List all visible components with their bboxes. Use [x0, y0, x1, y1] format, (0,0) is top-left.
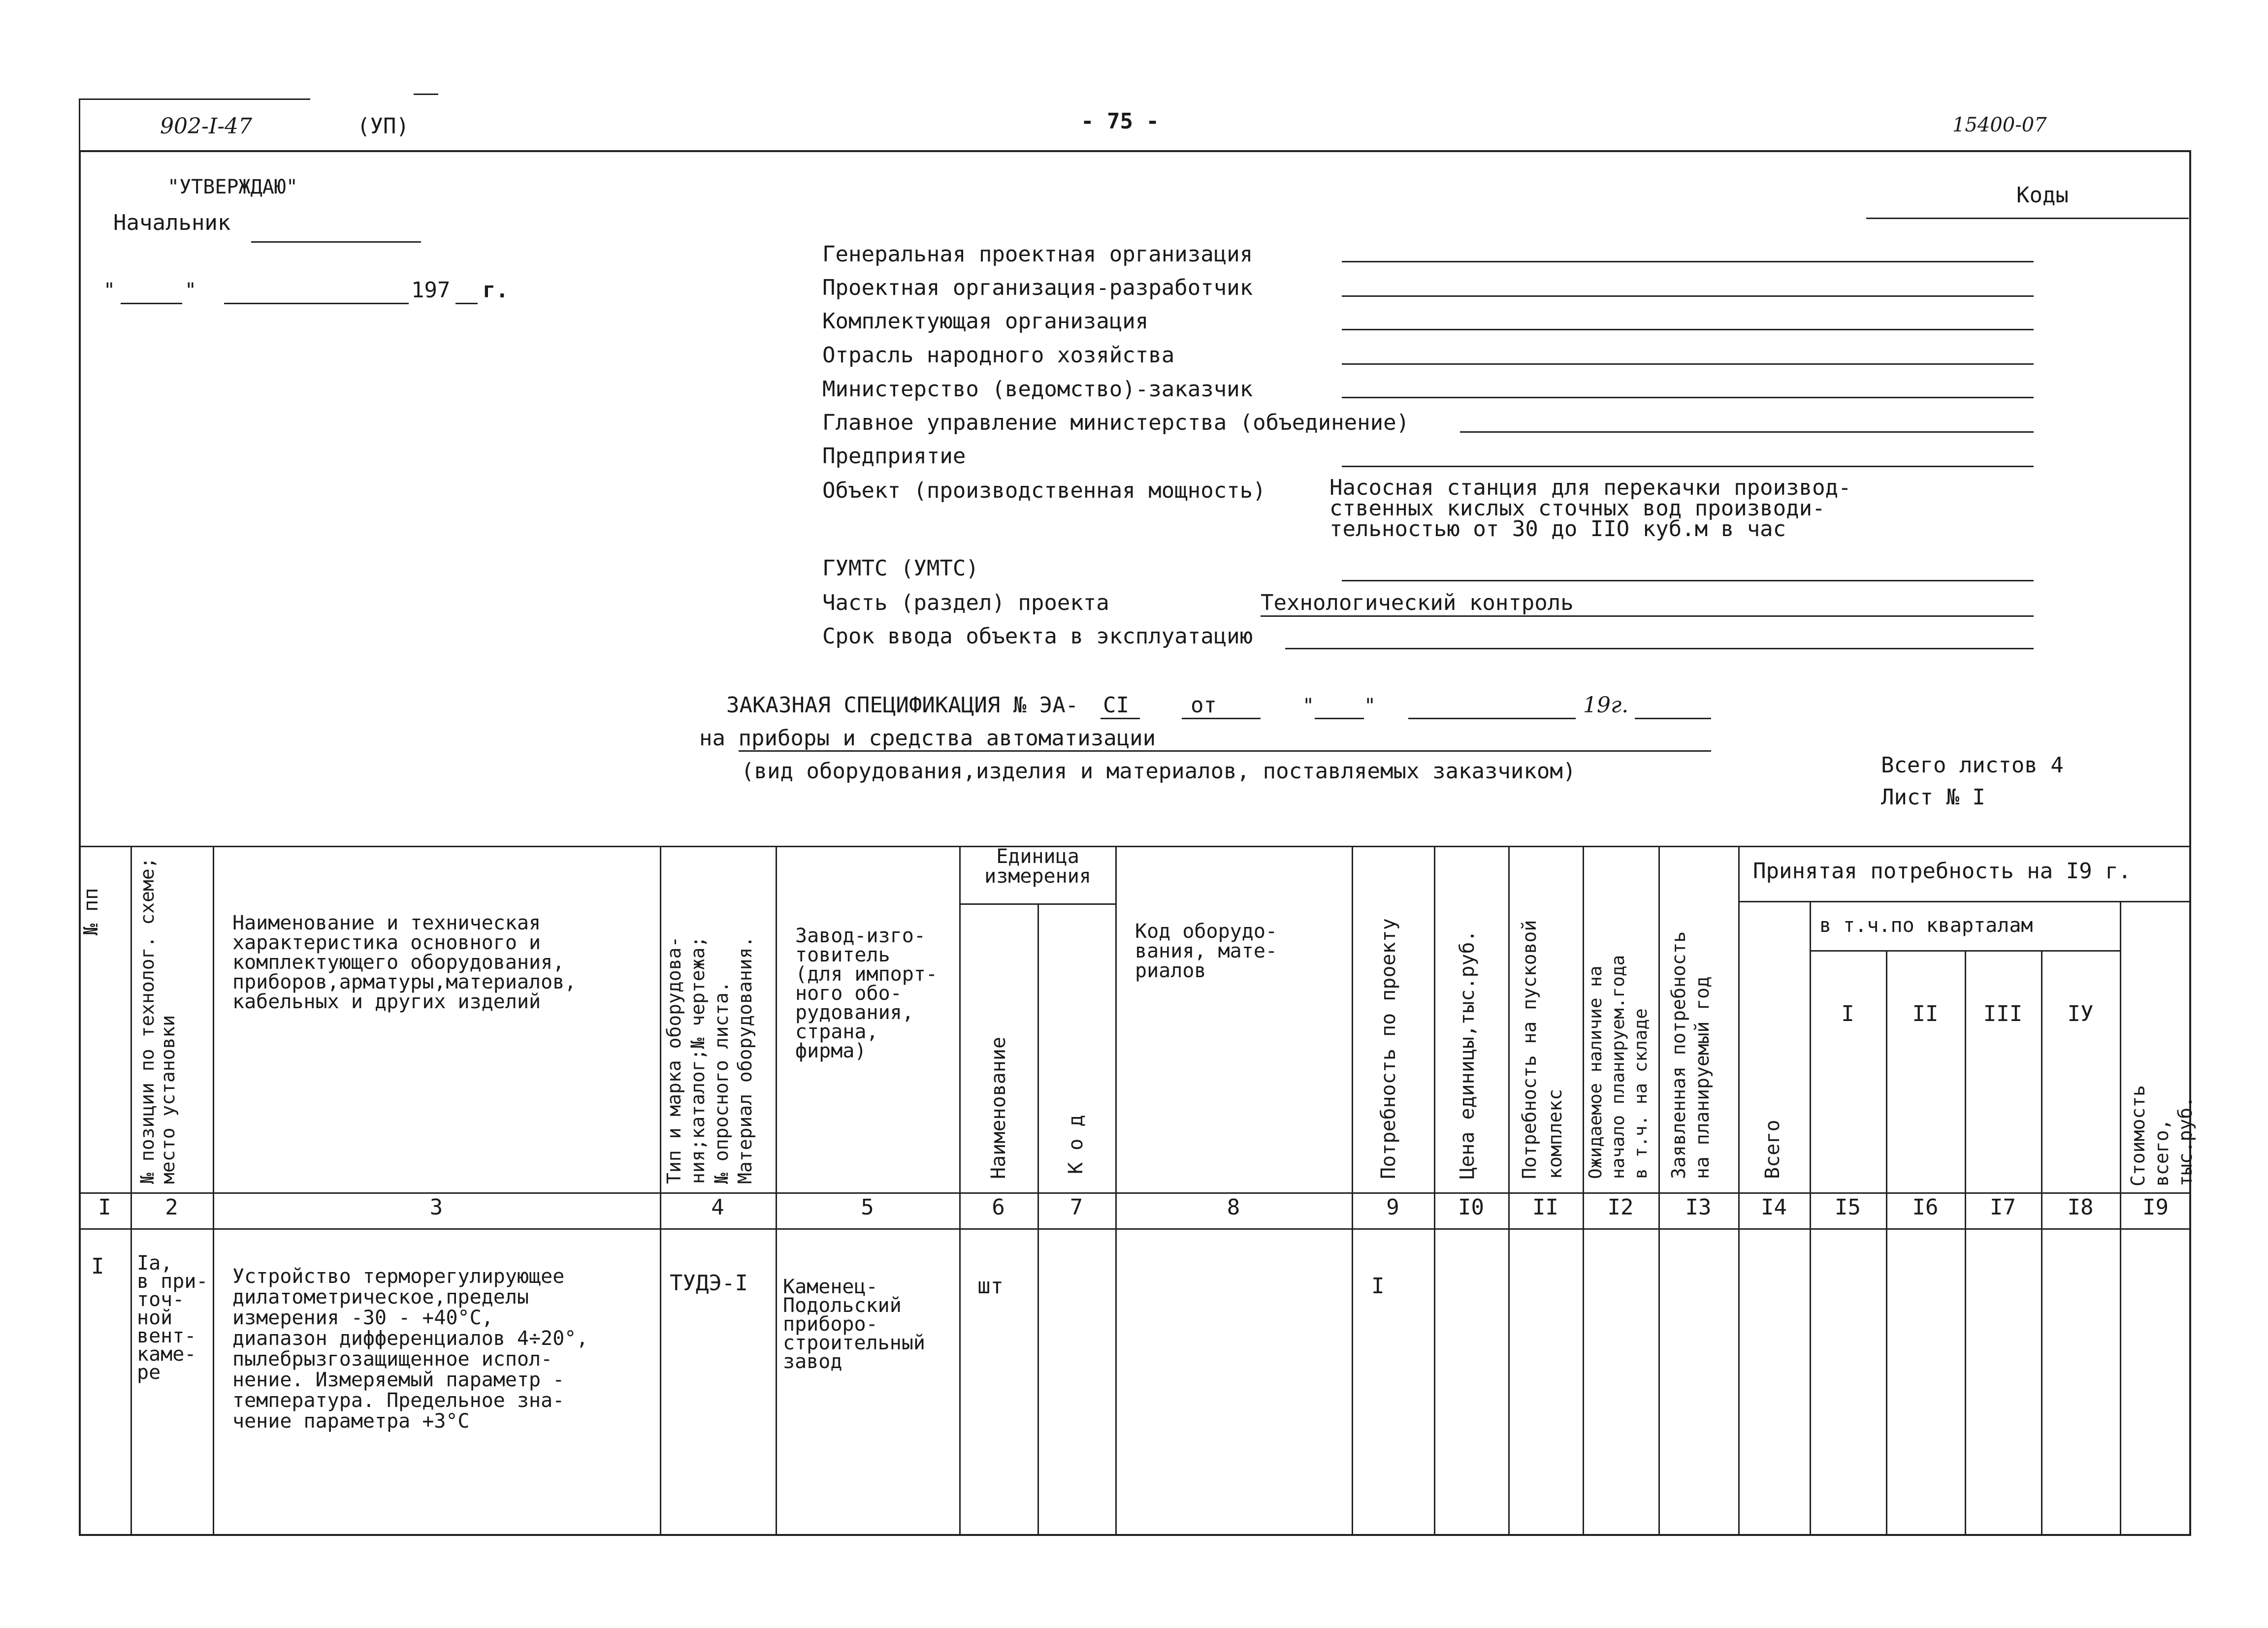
spec-from: от: [1191, 693, 1217, 718]
col-num-12: I2: [1607, 1195, 1634, 1220]
approval-year-suffix: г.: [483, 278, 509, 303]
header-cost: Стоимость всего, тыс.руб.: [2127, 1085, 2196, 1186]
header-declared: Заявленная потребность на планируемый год: [1668, 931, 1713, 1179]
spec-title: ЗАКАЗНАЯ СПЕЦИФИКАЦИЯ № ЭА-: [726, 693, 1079, 718]
col-num-16: I6: [1912, 1195, 1939, 1220]
col-num-13: I3: [1685, 1195, 1712, 1220]
header-maker: Завод-изго- товитель (для импорт- ного обо- рудования, страна, фирма): [795, 925, 938, 1062]
header-need-project: Потребность по проекту: [1377, 918, 1400, 1179]
approval-year: 197: [411, 278, 451, 303]
header-unit-price: Цена единицы,тыс.руб.: [1456, 930, 1479, 1179]
org-field-industry: Отрасль народного хозяйства: [822, 343, 1175, 368]
header-num: № пп: [80, 888, 102, 935]
part-value: Технологический контроль: [1261, 590, 1574, 615]
row-name: Устройство терморегулирующее дилатометрическое,пределы измерения -30 - +40°С, диапазон дифференциалов 4÷20°, пылебрызгозащищенное испол- нение. Измеряемый параметр - температура. Предельное зна- чение параметра +3°С: [232, 1265, 588, 1433]
spec-quote-open: ": [1302, 695, 1315, 717]
codes-label: Коды: [2016, 183, 2069, 208]
sheet-number: Лист № I: [1881, 785, 1985, 810]
header-unit-name: Наименование: [987, 1037, 1010, 1179]
col-num-6: 6: [992, 1195, 1005, 1220]
object-line-3: тельностью от 30 до IIO куб.м в час: [1329, 516, 1786, 542]
doc-code: 902-I-47: [160, 114, 253, 139]
col-num-10: I0: [1458, 1195, 1484, 1220]
object-line-2: ственных кислых сточных вод производи-: [1329, 496, 1825, 521]
row-position: Iа, в при- точ- ной вент- каме- ре: [137, 1252, 208, 1384]
header-quarters: в т.ч.по кварталам: [1819, 914, 2033, 937]
approval-stamp: "УТВЕРЖДАЮ": [167, 176, 298, 198]
col-num-9: 9: [1386, 1195, 1399, 1220]
org-field-general: Генеральная проектная организация: [822, 242, 1253, 267]
gumts-label: ГУМТС (УМТС): [822, 556, 979, 581]
header-unit-code: К о д: [1065, 1115, 1087, 1174]
col-num-5: 5: [861, 1195, 874, 1220]
header-name: Наименование и техническая характеристика основного и комплектующего оборудования, приборов,арматуры,материалов, кабельных и других изделий: [232, 912, 577, 1013]
col-num-3: 3: [429, 1195, 443, 1220]
header-code: Код оборудо- вания, мате- риалов: [1135, 920, 1277, 982]
row-unit: шт: [977, 1274, 1004, 1299]
col-num-7: 7: [1069, 1195, 1083, 1220]
spec-note: (вид оборудования,изделия и материалов, поставляемых заказчиком): [741, 759, 1576, 784]
col-num-15: I5: [1835, 1195, 1861, 1220]
spec-year: 19г.: [1583, 693, 1629, 718]
header-quarter-4: IУ: [2067, 1001, 2094, 1026]
header-total: Всего: [1761, 1119, 1784, 1179]
header-position: № позиции по технолог. схеме; место установки: [136, 857, 179, 1184]
col-num-11: II: [1532, 1195, 1558, 1220]
header-quarter-3: III: [1983, 1001, 2023, 1026]
header-quarter-1: I: [1841, 1001, 1854, 1026]
header-type: Тип и марка оборудова- ния;каталог;№ чертежа; № опросного листа. Материал оборудования.: [663, 936, 756, 1184]
org-field-supplier: Комплектующая организация: [822, 309, 1149, 334]
col-num-14: I4: [1761, 1195, 1787, 1220]
header-need-complex: Потребность на пусковой комплекс: [1519, 920, 1566, 1179]
date-quote-close: ": [185, 279, 197, 302]
spec-number: CI: [1103, 693, 1129, 718]
header-accepted: Принятая потребность на I9 г.: [1753, 859, 2132, 884]
approval-position: Начальник: [113, 210, 231, 235]
row-need: I: [1371, 1274, 1385, 1299]
col-num-8: 8: [1227, 1195, 1240, 1220]
col-num-2: 2: [165, 1195, 178, 1220]
date-quote-open: ": [103, 279, 116, 302]
part-label: Часть (раздел) проекта: [822, 590, 1109, 615]
col-num-1: I: [98, 1195, 111, 1220]
doc-suffix: (УП): [357, 114, 409, 139]
header-quarter-2: II: [1912, 1001, 1939, 1026]
col-num-18: I8: [2067, 1195, 2094, 1220]
archive-number: 15400-07: [1952, 114, 2047, 136]
total-sheets: Всего листов 4: [1881, 753, 2064, 778]
org-field-enterprise: Предприятие: [822, 444, 966, 469]
row-num: I: [91, 1254, 104, 1279]
spec-subtitle: на приборы и средства автоматизации: [699, 726, 1156, 751]
col-num-4: 4: [711, 1195, 724, 1220]
org-field-ministry: Министерство (ведомство)-заказчик: [822, 377, 1253, 402]
spec-quote-close: ": [1364, 695, 1376, 717]
header-unit-group: Единица измерения: [984, 845, 1091, 888]
page-number: - 75 -: [1081, 109, 1159, 134]
org-field-developer: Проектная организация-разработчик: [822, 275, 1253, 300]
object-label: Объект (производственная мощность): [822, 478, 1266, 503]
row-maker: Каменец- Подольский приборо- строительный завод: [783, 1276, 925, 1373]
col-num-19: I9: [2142, 1195, 2169, 1220]
commissioning-label: Срок ввода объекта в эксплуатацию: [822, 624, 1253, 649]
org-field-directorate: Главное управление министерства (объединение): [822, 410, 1410, 435]
header-expected: Ожидаемое наличие на начало планируем.года в т.ч. на складе: [1586, 955, 1651, 1179]
row-type: ТУДЭ-I: [670, 1271, 748, 1296]
col-num-17: I7: [1990, 1195, 2016, 1220]
object-line-1: Насосная станция для перекачки производ-: [1329, 475, 1851, 500]
